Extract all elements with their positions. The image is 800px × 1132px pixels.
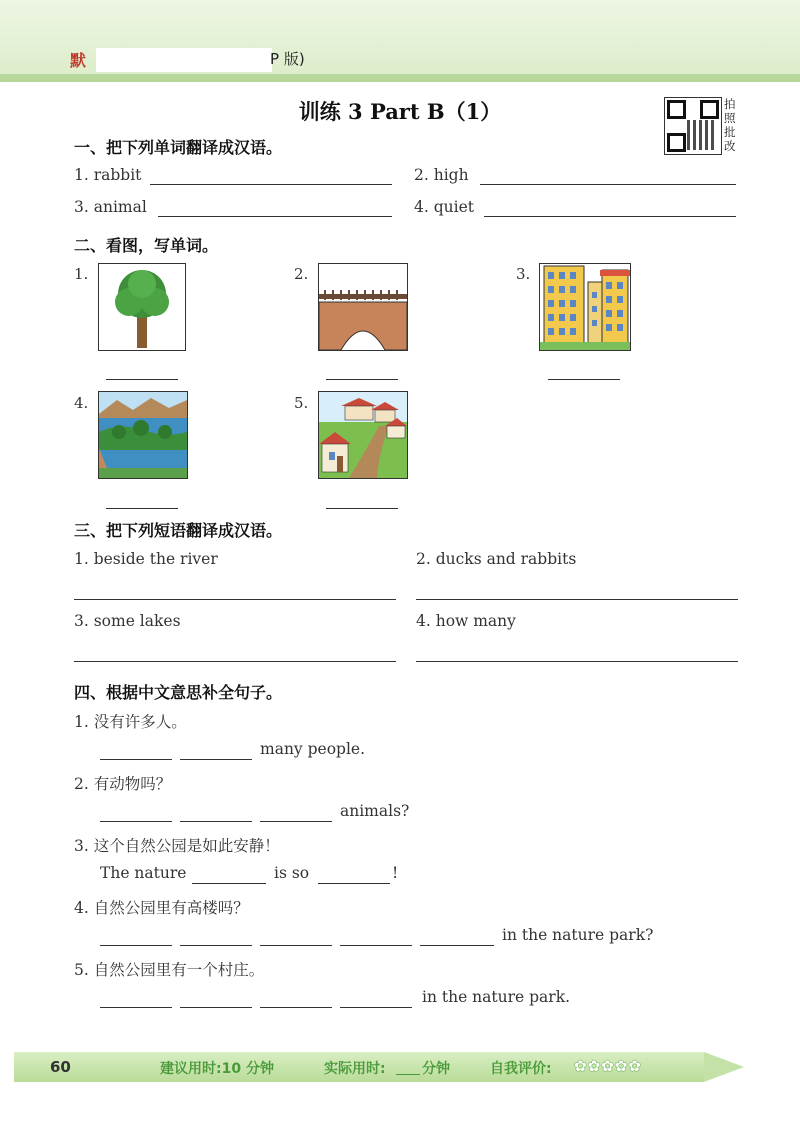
tree-image — [98, 263, 186, 351]
answer-line[interactable] — [260, 1007, 332, 1008]
pic-number: 4. — [74, 394, 89, 412]
header-edge — [0, 74, 800, 82]
answer-line[interactable] — [180, 1007, 252, 1008]
s3-item-4: 4. how many — [416, 612, 516, 630]
s4-q2-tail: animals? — [340, 802, 410, 820]
pic-number: 1. — [74, 265, 89, 283]
qr-code-icon[interactable] — [664, 97, 722, 155]
section3-heading: 三、把下列短语翻译成汉语。 — [74, 521, 283, 540]
s4-q3-cn: 3. 这个自然公园是如此安静！ — [74, 837, 280, 855]
bridge-image — [318, 263, 408, 351]
answer-line[interactable] — [260, 821, 332, 822]
answer-line[interactable] — [150, 184, 392, 185]
answer-line[interactable] — [74, 599, 396, 600]
s1-item-2: 2. high — [414, 166, 469, 184]
page-number: 60 — [50, 1058, 71, 1076]
lake-image — [98, 391, 188, 479]
answer-line[interactable] — [318, 883, 390, 884]
redacted-area — [96, 48, 272, 72]
answer-line[interactable] — [74, 661, 396, 662]
s1-item-3: 3. animal — [74, 198, 147, 216]
qr-char: 批 — [724, 125, 736, 139]
self-eval-label: 自我评价: — [490, 1061, 552, 1077]
answer-line[interactable] — [158, 216, 392, 217]
s4-q3-start: The nature — [100, 864, 187, 882]
s4-q4-tail: in the nature park? — [502, 926, 654, 944]
s1-item-4: 4. quiet — [414, 198, 474, 216]
footer-arrow — [704, 1052, 744, 1082]
s4-q3-end: ! — [392, 864, 399, 882]
suggested-time: 建议用时:10 分钟 — [160, 1061, 274, 1077]
answer-line[interactable] — [180, 945, 252, 946]
answer-line[interactable] — [106, 379, 178, 380]
s4-q5-tail: in the nature park. — [422, 988, 571, 1006]
header-band — [0, 0, 800, 82]
actual-time-label: 实际用时: — [324, 1061, 386, 1077]
answer-line[interactable] — [326, 379, 398, 380]
section4-heading: 四、根据中文意思补全句子。 — [74, 683, 283, 702]
actual-time-unit: 分钟 — [422, 1061, 450, 1077]
answer-line[interactable] — [416, 599, 738, 600]
answer-line[interactable] — [106, 508, 178, 509]
brand-text: 默 — [70, 51, 87, 70]
answer-line[interactable] — [180, 759, 252, 760]
answer-line[interactable] — [192, 883, 266, 884]
s3-item-1: 1. beside the river — [74, 550, 218, 568]
answer-line[interactable] — [480, 184, 736, 185]
s4-q4-cn: 4. 自然公园里有高楼吗？ — [74, 899, 249, 917]
photo-correct-label — [724, 97, 740, 153]
s4-q3-mid: is so — [274, 864, 310, 882]
qr-char: 改 — [724, 139, 736, 153]
answer-line[interactable] — [260, 945, 332, 946]
pic-number: 3. — [516, 265, 531, 283]
s4-q1-cn: 1. 没有许多人。 — [74, 713, 187, 731]
tall-buildings-image — [539, 263, 631, 351]
pic-number: 5. — [294, 394, 309, 412]
s4-q1-tail: many people. — [260, 740, 366, 758]
footer-band — [14, 1052, 792, 1082]
answer-line[interactable] — [180, 821, 252, 822]
answer-line[interactable] — [340, 945, 412, 946]
s3-item-3: 3. some lakes — [74, 612, 181, 630]
answer-line[interactable] — [100, 1007, 172, 1008]
answer-line[interactable] — [484, 216, 736, 217]
answer-line[interactable] — [100, 945, 172, 946]
pic-number: 2. — [294, 265, 309, 283]
answer-line[interactable] — [548, 379, 620, 380]
section1-heading: 一、把下列单词翻译成汉语。 — [74, 138, 283, 157]
s4-q2-cn: 2. 有动物吗？ — [74, 775, 172, 793]
page-title: 训练 3 Part B（1） — [298, 99, 502, 124]
answer-line[interactable] — [326, 508, 398, 509]
answer-line[interactable] — [100, 821, 172, 822]
rating-stars-icon[interactable]: ✿✿✿✿✿ — [574, 1057, 642, 1075]
answer-line[interactable] — [100, 759, 172, 760]
edition-text: P 版) — [270, 50, 305, 68]
actual-time-field[interactable] — [396, 1074, 420, 1075]
answer-line[interactable] — [420, 945, 494, 946]
qr-char: 照 — [724, 111, 736, 125]
qr-char: 拍 — [724, 97, 736, 111]
answer-line[interactable] — [416, 661, 738, 662]
s4-q5-cn: 5. 自然公园里有一个村庄。 — [74, 961, 265, 979]
s3-item-2: 2. ducks and rabbits — [416, 550, 577, 568]
section2-heading: 二、看图，写单词。 — [74, 236, 219, 255]
s1-item-1: 1. rabbit — [74, 166, 142, 184]
answer-line[interactable] — [340, 1007, 412, 1008]
village-image — [318, 391, 408, 479]
